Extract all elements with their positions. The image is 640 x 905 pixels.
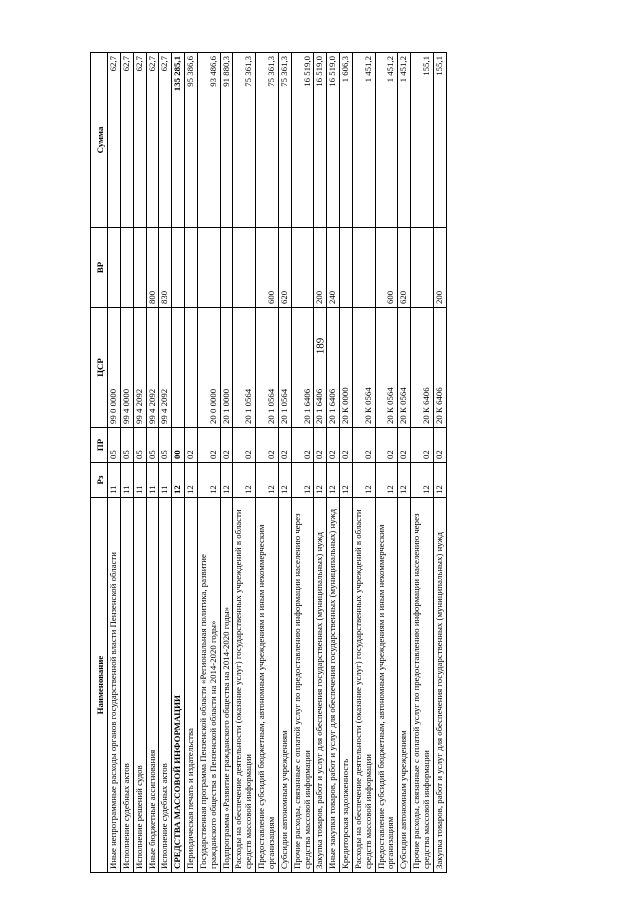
header-pr: ПР	[91, 428, 108, 463]
cell-pr: 02	[375, 428, 398, 463]
cell-sum: 62,7	[159, 53, 172, 228]
cell-csr: 20 К 0564	[352, 308, 375, 428]
cell-sum: 62,7	[108, 53, 121, 228]
cell-rz: 12	[185, 463, 198, 498]
table-row	[291, 53, 314, 873]
table-row	[220, 53, 233, 873]
cell-csr: 99 4 2092	[159, 308, 172, 428]
cell-vr	[185, 228, 198, 308]
cell-name: Закупка товаров, работ и услуг для обеспечения государственных (муниципальных) нужд	[433, 498, 446, 873]
cell-name: Государственная программа Пензенской области «Региональная политика, развитие гражданского общества в Пензенской области на 2014-2020 годы»	[197, 498, 220, 873]
cell-name: Иные непрограммные расходы органов государственной власти Пензенской области	[108, 498, 121, 873]
cell-csr: 20 1 0564	[233, 308, 256, 428]
cell-rz: 11	[159, 463, 172, 498]
cell-vr: 200	[433, 228, 446, 308]
cell-name: Исполнение судебных актов	[120, 498, 133, 873]
cell-name: Кредиторская задолженность	[340, 498, 353, 873]
table-header-row	[91, 53, 108, 873]
cell-vr: 600	[375, 228, 398, 308]
cell-vr	[340, 228, 353, 308]
cell-name: Субсидии автономным учреждениям	[278, 498, 291, 873]
cell-pr: 05	[146, 428, 159, 463]
cell-pr: 02	[233, 428, 256, 463]
cell-csr: 99 4 0000	[120, 308, 133, 428]
cell-rz: 11	[146, 463, 159, 498]
cell-name: Исполнение судебных актов	[159, 498, 172, 873]
cell-pr: 05	[159, 428, 172, 463]
cell-pr: 02	[352, 428, 375, 463]
cell-csr: 20 К 6406	[433, 308, 446, 428]
cell-csr	[185, 308, 198, 428]
table-row	[340, 53, 353, 873]
table-body	[108, 53, 447, 873]
cell-sum: 155,1	[433, 53, 446, 228]
table-row	[398, 53, 411, 873]
cell-pr: 02	[340, 428, 353, 463]
cell-vr	[133, 228, 146, 308]
cell-pr: 02	[256, 428, 279, 463]
cell-sum: 135 285,1	[172, 53, 185, 228]
cell-csr: 99 4 2092	[133, 308, 146, 428]
cell-vr: 620	[278, 228, 291, 308]
cell-vr	[291, 228, 314, 308]
cell-pr: 02	[411, 428, 434, 463]
cell-pr: 02	[398, 428, 411, 463]
budget-table	[90, 52, 447, 873]
cell-name: Периодическая печать и издательства	[185, 498, 198, 873]
table-row	[327, 53, 340, 873]
cell-rz: 12	[172, 463, 185, 498]
cell-pr: 00	[172, 428, 185, 463]
cell-sum: 155,1	[411, 53, 434, 228]
table-row	[133, 53, 146, 873]
cell-sum: 75 361,3	[256, 53, 279, 228]
cell-name: Закупка товаров, работ и услуг для обеспечения государственных (муниципальных) нужд	[314, 498, 327, 873]
budget-table-wrapper	[90, 53, 548, 873]
cell-vr	[120, 228, 133, 308]
header-csr: ЦСР	[91, 308, 108, 428]
cell-rz: 11	[120, 463, 133, 498]
cell-pr: 02	[197, 428, 220, 463]
cell-sum: 1 451,2	[375, 53, 398, 228]
cell-name: Прочие расходы, связанные с оплатой услуг по предоставлению информации населению через средства массовой информации	[291, 498, 314, 873]
cell-sum: 75 361,3	[233, 53, 256, 228]
table-row	[411, 53, 434, 873]
cell-vr: 830	[159, 228, 172, 308]
cell-rz: 12	[411, 463, 434, 498]
cell-vr: 240	[327, 228, 340, 308]
cell-sum: 93 486,6	[197, 53, 220, 228]
table-row	[146, 53, 159, 873]
cell-rz: 12	[433, 463, 446, 498]
table-row	[256, 53, 279, 873]
cell-vr: 200	[314, 228, 327, 308]
cell-pr: 05	[133, 428, 146, 463]
header-rz: Рз	[91, 463, 108, 498]
cell-pr: 02	[433, 428, 446, 463]
cell-sum: 16 519,0	[327, 53, 340, 228]
cell-vr: 800	[146, 228, 159, 308]
cell-name: Подпрограмма «Развитие гражданского общества на 2014-2020 годы»	[220, 498, 233, 873]
cell-vr	[352, 228, 375, 308]
cell-sum: 62,7	[133, 53, 146, 228]
cell-csr: 20 1 6406	[291, 308, 314, 428]
cell-csr: 20 К 0000	[340, 308, 353, 428]
cell-name: Исполнение решений судов	[133, 498, 146, 873]
cell-vr	[172, 228, 185, 308]
cell-sum: 1 606,3	[340, 53, 353, 228]
cell-sum: 95 386,6	[185, 53, 198, 228]
table-row	[172, 53, 185, 873]
header-vr: ВР	[91, 228, 108, 308]
cell-sum: 75 361,3	[278, 53, 291, 228]
cell-vr	[108, 228, 121, 308]
table-row	[108, 53, 121, 873]
cell-name: Расходы на обеспечение деятельности (оказание услуг) государственных учреждений в области средств массовой информации	[233, 498, 256, 873]
cell-vr	[233, 228, 256, 308]
cell-rz: 11	[108, 463, 121, 498]
cell-rz: 12	[352, 463, 375, 498]
cell-pr: 02	[220, 428, 233, 463]
cell-name: Расходы на обеспечение деятельности (оказание услуг) государственных учреждений в области средств массовой информации	[352, 498, 375, 873]
cell-name: Иные закупки товаров, работ и услуг для обеспечения государственных (муниципальных) нужд	[327, 498, 340, 873]
cell-rz: 12	[327, 463, 340, 498]
cell-csr	[172, 308, 185, 428]
cell-name: Субсидии автономным учреждениям	[398, 498, 411, 873]
cell-rz: 12	[375, 463, 398, 498]
table-row	[197, 53, 220, 873]
cell-rz: 12	[398, 463, 411, 498]
table-row	[375, 53, 398, 873]
table-row	[233, 53, 256, 873]
cell-vr	[411, 228, 434, 308]
cell-pr: 05	[108, 428, 121, 463]
cell-name: Предоставление субсидий бюджетным, автономным учреждениям и иным некоммерческим организациям	[375, 498, 398, 873]
cell-name: Прочие расходы, связанные с оплатой услуг по предоставлению информации населению через средства массовой информации	[411, 498, 434, 873]
cell-vr	[220, 228, 233, 308]
cell-vr: 620	[398, 228, 411, 308]
header-sum: Сумма	[91, 53, 108, 228]
cell-csr: 20 К 0564	[398, 308, 411, 428]
cell-rz: 12	[340, 463, 353, 498]
cell-pr: 02	[185, 428, 198, 463]
cell-vr: 600	[256, 228, 279, 308]
page-number-text: 189	[314, 337, 326, 355]
cell-sum: 1 451,2	[398, 53, 411, 228]
cell-csr: 20 1 0564	[278, 308, 291, 428]
cell-sum: 62,7	[146, 53, 159, 228]
cell-rz: 12	[314, 463, 327, 498]
table-row	[352, 53, 375, 873]
cell-name: Иные бюджетные ассигнования	[146, 498, 159, 873]
cell-name: Предоставление субсидий бюджетным, автономным учреждениям и иным некоммерческим организациям	[256, 498, 279, 873]
header-name: Наименование	[91, 498, 108, 873]
cell-csr: 99 0 0000	[108, 308, 121, 428]
cell-sum: 62,7	[120, 53, 133, 228]
cell-csr: 99 4 2092	[146, 308, 159, 428]
cell-rz: 12	[278, 463, 291, 498]
cell-vr	[197, 228, 220, 308]
cell-rz: 12	[291, 463, 314, 498]
table-row	[159, 53, 172, 873]
cell-rz: 12	[233, 463, 256, 498]
cell-rz: 12	[197, 463, 220, 498]
cell-sum: 91 880,3	[220, 53, 233, 228]
cell-pr: 05	[120, 428, 133, 463]
cell-sum: 16 519,0	[291, 53, 314, 228]
cell-sum: 1 451,2	[352, 53, 375, 228]
cell-rz: 12	[256, 463, 279, 498]
cell-csr: 20 1 0000	[220, 308, 233, 428]
cell-pr: 02	[327, 428, 340, 463]
cell-sum: 16 519,0	[314, 53, 327, 228]
cell-csr: 20 К 0564	[375, 308, 398, 428]
table-row	[314, 53, 327, 873]
cell-csr: 20 1 6406	[327, 308, 340, 428]
cell-name: СРЕДСТВА МАССОВОЙ ИНФОРМАЦИИ	[172, 498, 185, 873]
cell-pr: 02	[314, 428, 327, 463]
cell-csr: 20 К 6406	[411, 308, 434, 428]
table-row	[433, 53, 446, 873]
cell-csr: 20 1 0564	[256, 308, 279, 428]
cell-rz: 11	[133, 463, 146, 498]
table-row	[120, 53, 133, 873]
table-row	[185, 53, 198, 873]
cell-rz: 12	[220, 463, 233, 498]
table-row	[278, 53, 291, 873]
cell-pr: 02	[278, 428, 291, 463]
cell-csr: 20 1 6406	[314, 308, 327, 428]
cell-pr: 02	[291, 428, 314, 463]
cell-csr: 20 0 0000	[197, 308, 220, 428]
